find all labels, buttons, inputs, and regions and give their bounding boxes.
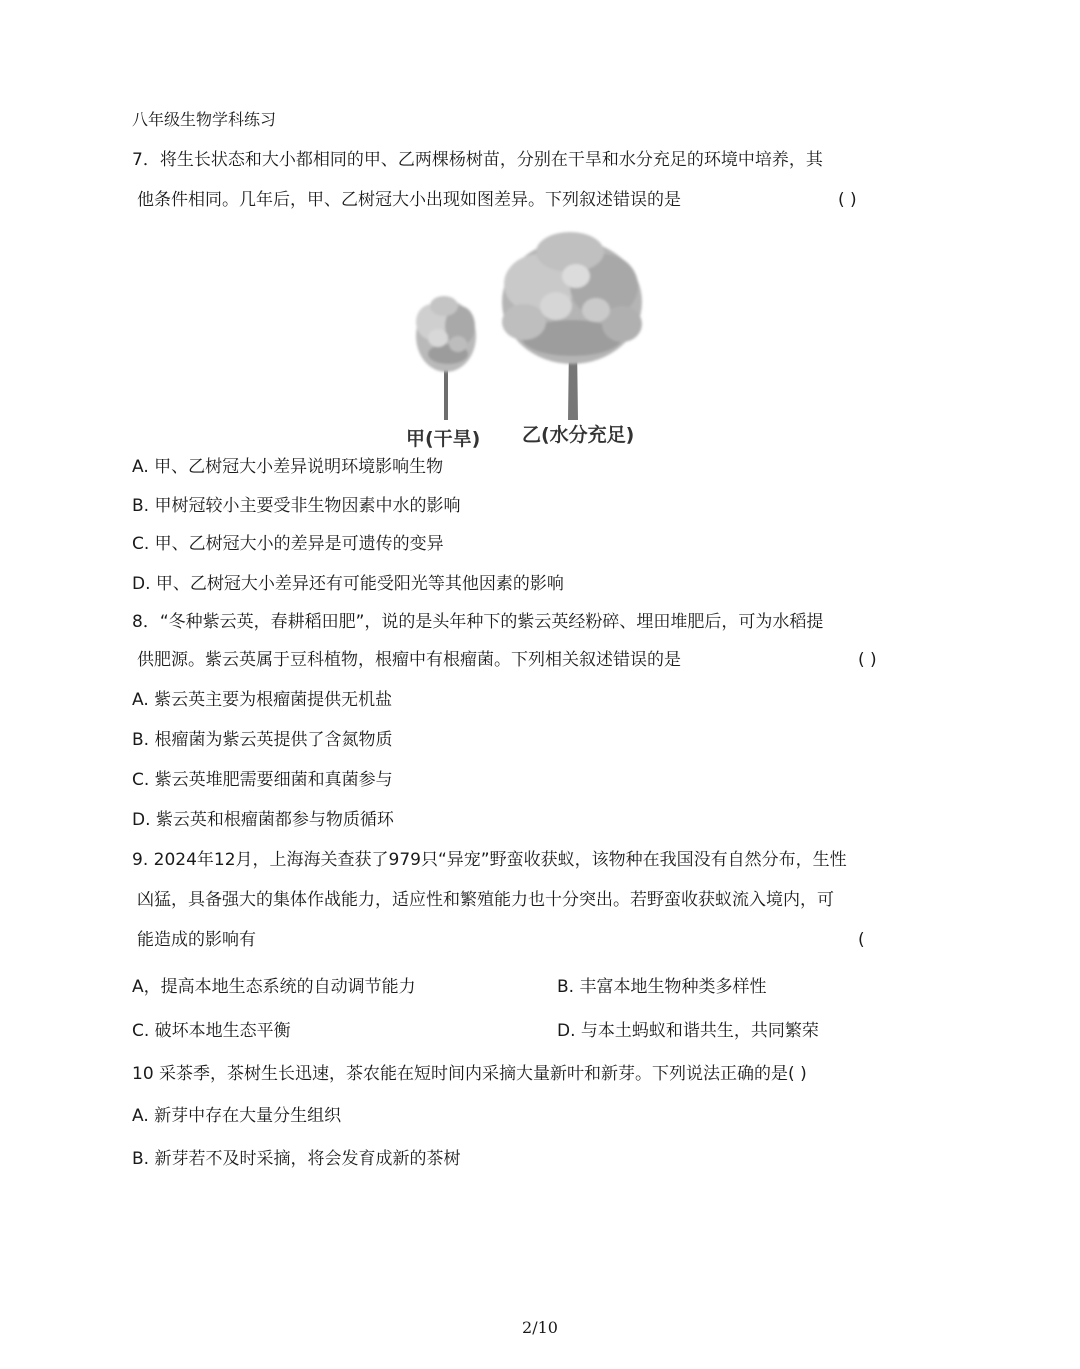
- small-tree-icon: [416, 296, 476, 420]
- q10-option-a: A. 新芽中存在大量分生组织: [132, 1106, 342, 1126]
- tree-comparison-figure: [400, 226, 652, 452]
- q9-option-a: A，提高本地生态系统的自动调节能力: [132, 977, 416, 997]
- q9-stem-line3: 能造成的影响有: [137, 930, 256, 950]
- page-header: 八年级生物学科练习: [132, 110, 277, 129]
- q10-stem-line1: 10 采茶季，茶树生长迅速，茶农能在短时间内采摘大量新叶和新芽。下列说法正确的是( ): [132, 1064, 807, 1084]
- q8-option-a: A. 紫云英主要为根瘤菌提供无机盐: [132, 690, 393, 710]
- q7-stem-line2: 他条件相同。几年后，甲、乙树冠大小出现如图差异。下列叙述错误的是: [137, 190, 681, 210]
- q9-stem-line2: 凶猛，具备强大的集体作战能力，适应性和繁殖能力也十分突出。若野蛮收获蚁流入境内，可: [137, 890, 834, 910]
- q9-option-c: C. 破坏本地生态平衡: [132, 1021, 291, 1041]
- q10-option-b: B. 新芽若不及时采摘，将会发育成新的茶树: [132, 1149, 461, 1169]
- q9-stem-line1: 9. 2024年12月，上海海关查获了979只“异宠”野蛮收获蚁，该物种在我国没有自然分布，生性: [132, 850, 847, 870]
- q7-option-a: A. 甲、乙树冠大小差异说明环境影响生物: [132, 457, 444, 477]
- label-yi: 乙(水分充足): [522, 424, 635, 446]
- q8-option-b: B. 根瘤菌为紫云英提供了含氮物质: [132, 730, 393, 750]
- q9-answer-paren: (: [858, 930, 865, 950]
- q7-option-d: D. 甲、乙树冠大小差异还有可能受阳光等其他因素的影响: [132, 574, 564, 594]
- q8-stem-line1: 8．“冬种紫云英，春耕稻田肥”，说的是头年种下的紫云英经粉碎、埋田堆肥后，可为水稻提: [132, 612, 824, 632]
- q8-stem-line2: 供肥源。紫云英属于豆科植物，根瘤中有根瘤菌。下列相关叙述错误的是: [137, 650, 681, 670]
- q8-option-d: D. 紫云英和根瘤菌都参与物质循环: [132, 810, 394, 830]
- q7-option-c: C. 甲、乙树冠大小的差异是可遗传的变异: [132, 534, 444, 554]
- q7-answer-paren: ( ): [838, 190, 857, 210]
- q7-stem-line1: 7．将生长状态和大小都相同的甲、乙两棵杨树苗，分别在干旱和水分充足的环境中培养，其: [132, 150, 823, 170]
- q9-option-d: D. 与本土蚂蚁和谐共生，共同繁荣: [557, 1021, 819, 1041]
- label-jia: 甲(干旱): [406, 428, 481, 450]
- page-number: 2/10: [522, 1318, 558, 1337]
- q8-answer-paren: ( ): [858, 650, 877, 670]
- q8-option-c: C. 紫云英堆肥需要细菌和真菌参与: [132, 770, 393, 790]
- large-tree-icon: [502, 232, 642, 420]
- q7-option-b: B. 甲树冠较小主要受非生物因素中水的影响: [132, 496, 461, 516]
- q9-option-b: B. 丰富本地生物种类多样性: [557, 977, 767, 997]
